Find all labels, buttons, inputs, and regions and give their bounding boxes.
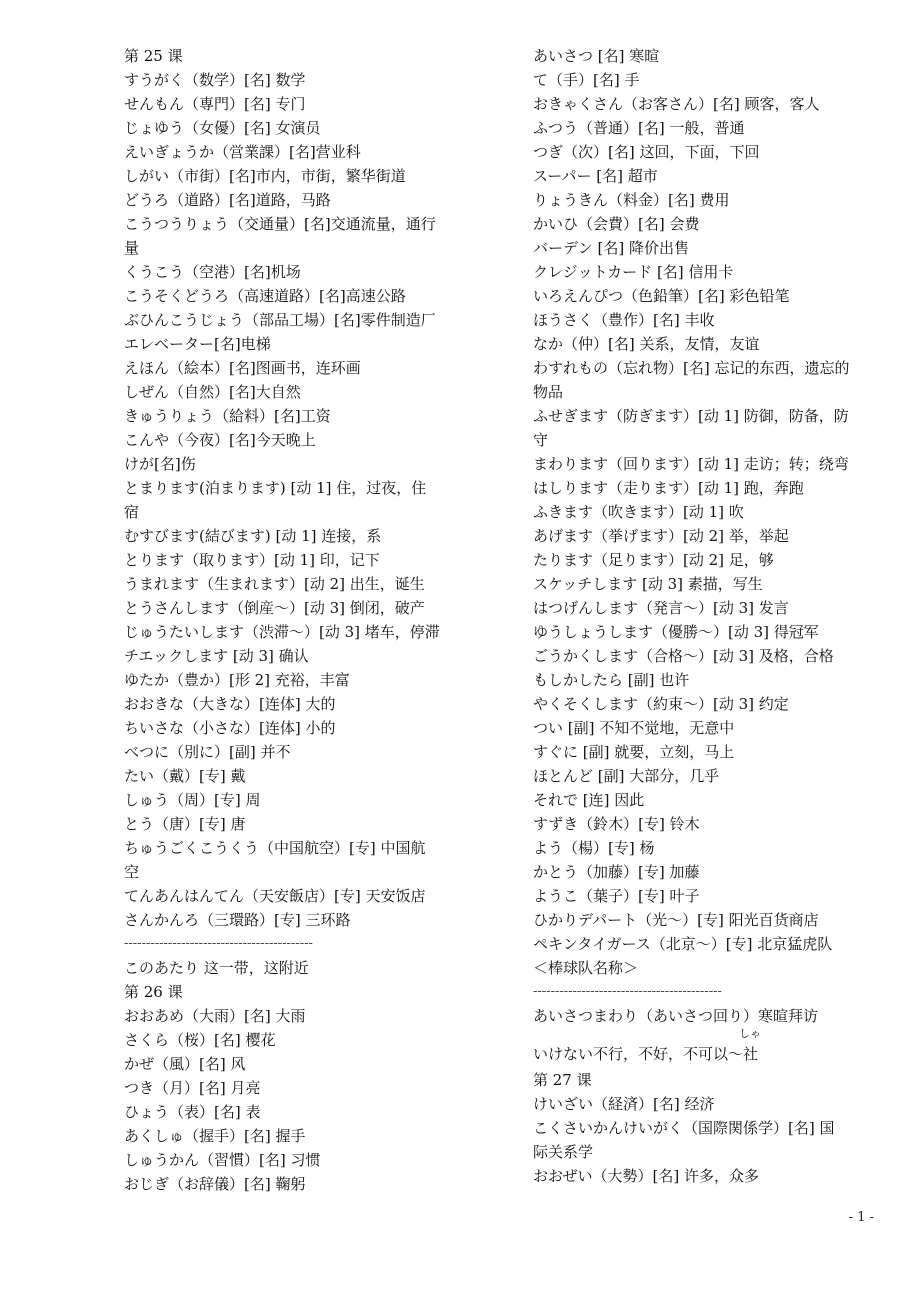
vocab-line: 物品 bbox=[533, 383, 564, 401]
right-tail-entries bbox=[533, 1068, 885, 1188]
vocab-line: バーデン [名] 降价出售 bbox=[533, 239, 689, 257]
vocab-line: おおあめ（大雨）[名] 大雨 bbox=[124, 1007, 306, 1025]
vocab-line: ほうさく（豊作）[名] 丰收 bbox=[533, 311, 715, 329]
vocab-line: りょうきん（料金）[名] 费用 bbox=[533, 191, 730, 209]
vocab-line: ちゅうごくこうくう（中国航空）[专] 中国航 bbox=[124, 839, 426, 857]
vocab-line: たります（足ります）[动 2] 足，够 bbox=[533, 551, 774, 569]
section-divider: ------------------------------------------- bbox=[533, 984, 722, 999]
vocab-line: このあたり 这一带，这附近 bbox=[124, 959, 309, 977]
vocab-line: 第 26 课 bbox=[124, 983, 183, 1001]
vocab-line: うまれます（生まれます）[动 2] 出生，诞生 bbox=[124, 575, 425, 593]
vocab-line: 第 27 课 bbox=[533, 1071, 592, 1089]
vocab-line: あくしゅ（握手）[名] 握手 bbox=[124, 1127, 306, 1145]
vocab-line: べつに（別に）[副] 并不 bbox=[124, 743, 291, 761]
vocab-line: とう（唐）[专] 唐 bbox=[124, 815, 246, 833]
vocab-line: ひょう（表）[名] 表 bbox=[124, 1103, 261, 1121]
vocab-line: かとう（加藤）[专] 加藤 bbox=[533, 863, 700, 881]
left-column bbox=[124, 44, 472, 1196]
vocab-line: むすびます(結びます) [动 1] 连接，系 bbox=[124, 527, 382, 545]
vocab-line: きゅうりょう（給料）[名]工资 bbox=[124, 407, 331, 425]
ruby-base: しゃ 社 bbox=[739, 1027, 762, 1063]
vocab-line: おきゃくさん（お客さん）[名] 顾客，客人 bbox=[533, 95, 820, 113]
vocab-line: すうがく（数学）[名] 数学 bbox=[124, 71, 306, 89]
section-divider: ------------------------------------------- bbox=[124, 936, 313, 951]
vocab-line: ようこ（葉子）[专] 叶子 bbox=[533, 887, 700, 905]
vocab-line: わすれもの（忘れ物）[名] 忘记的东西，遗忘的 bbox=[533, 359, 850, 377]
vocab-line: エレベーター[名]电梯 bbox=[124, 335, 271, 353]
vocab-line: すぐに [副] 就要，立刻，马上 bbox=[533, 743, 735, 761]
vocab-line: やくそくします（約束～）[动 3] 约定 bbox=[533, 695, 789, 713]
vocab-line: たい（戴）[专] 戴 bbox=[124, 767, 246, 785]
vocab-line: 守 bbox=[533, 431, 549, 449]
vocab-line: ふせぎます（防ぎます）[动 1] 防御，防备，防 bbox=[533, 407, 849, 425]
vocab-line: せんもん（専門）[名] 专门 bbox=[124, 95, 306, 113]
vocab-line: どうろ（道路）[名]道路，马路 bbox=[124, 191, 331, 209]
right-column bbox=[533, 44, 885, 1188]
page-number: - 1 - bbox=[848, 1210, 874, 1225]
vocab-line: スケッチします [动 3] 素描，写生 bbox=[533, 575, 763, 593]
ruby-entry bbox=[533, 1028, 885, 1068]
vocab-line: こんや（今夜）[名]今天晚上 bbox=[124, 431, 316, 449]
vocab-line: おじぎ（お辞儀）[名] 鞠躬 bbox=[124, 1175, 306, 1193]
vocab-line: クレジットカード [名] 信用卡 bbox=[533, 263, 734, 281]
vocab-line: ふつう（普通）[名] 一般，普通 bbox=[533, 119, 745, 137]
vocab-line: スーパー [名] 超市 bbox=[533, 167, 658, 185]
ruby-entry-text: いけない不行，不好，不可以～ bbox=[533, 1045, 744, 1063]
vocab-line: じゅうたいします（渋滞～）[动 3] 堵车，停滞 bbox=[124, 623, 440, 641]
vocab-line: て（手）[名] 手 bbox=[533, 71, 640, 89]
vocab-line: ごうかくします（合格～）[动 3] 及格，合格 bbox=[533, 647, 834, 665]
vocab-line: あいさつ [名] 寒暄 bbox=[533, 47, 660, 65]
vocab-line: けが[名]伤 bbox=[124, 455, 196, 473]
vocab-line: こうそくどうろ（高速道路）[名]高速公路 bbox=[124, 287, 406, 305]
vocab-line: なか（仲）[名] 关系，友情，友谊 bbox=[533, 335, 760, 353]
vocab-line: 量 bbox=[124, 239, 140, 257]
right-entries bbox=[533, 44, 885, 1028]
vocab-line: もしかしたら [副] 也许 bbox=[533, 671, 690, 689]
vocab-line: 空 bbox=[124, 863, 140, 881]
vocab-line: まわります（回ります）[动 1] 走访；转；绕弯 bbox=[533, 455, 849, 473]
vocab-line: つき（月）[名] 月亮 bbox=[124, 1079, 261, 1097]
vocab-line: ひかりデパート（光～）[专] 阳光百货商店 bbox=[533, 911, 819, 929]
vocab-line: さくら（桜）[名] 樱花 bbox=[124, 1031, 276, 1049]
vocab-line: とります（取ります）[动 1] 印，记下 bbox=[124, 551, 380, 569]
vocab-line: さんかんろ（三環路）[专] 三环路 bbox=[124, 911, 351, 929]
vocab-line: 宿 bbox=[124, 503, 140, 521]
vocab-line: つぎ（次）[名] 这回，下面，下回 bbox=[533, 143, 760, 161]
vocab-line: ほとんど [副] 大部分，几乎 bbox=[533, 767, 720, 785]
vocab-line: ちいさな（小さな）[连体] 小的 bbox=[124, 719, 336, 737]
vocab-line: いろえんぴつ（色鉛筆）[名] 彩色铅笔 bbox=[533, 287, 790, 305]
ruby-reading: しゃ bbox=[739, 1027, 762, 1040]
vocab-line: よう（楊）[专] 杨 bbox=[533, 839, 655, 857]
vocab-line: けいざい（経済）[名] 经济 bbox=[533, 1095, 715, 1113]
vocab-line: 际关系学 bbox=[533, 1143, 594, 1161]
vocab-line: ぶひんこうじょう（部品工場）[名]零件制造厂 bbox=[124, 311, 436, 329]
vocab-line: チエックします [动 3] 确认 bbox=[124, 647, 309, 665]
vocab-line: てんあんはんてん（天安飯店）[专] 天安饭店 bbox=[124, 887, 426, 905]
vocab-line: あげます（挙げます）[动 2] 举，举起 bbox=[533, 527, 789, 545]
vocab-line: かぜ（風）[名] 风 bbox=[124, 1055, 246, 1073]
vocab-line: とうさんします（倒産～）[动 3] 倒闭，破产 bbox=[124, 599, 425, 617]
vocab-line: とまります(泊まります) [动 1] 住，过夜，住 bbox=[124, 479, 427, 497]
vocab-line: こうつうりょう（交通量）[名]交通流量，通行 bbox=[124, 215, 436, 233]
vocab-line: ふきます（吹きます）[动 1] 吹 bbox=[533, 503, 744, 521]
vocab-line: はしります（走ります）[动 1] 跑，奔跑 bbox=[533, 479, 804, 497]
vocab-line: それで [连] 因此 bbox=[533, 791, 645, 809]
vocab-line: ゆうしょうします（優勝～）[动 3] 得冠军 bbox=[533, 623, 819, 641]
vocab-line: すずき（鈴木）[专] 铃木 bbox=[533, 815, 700, 833]
vocab-line: しぜん（自然）[名]大自然 bbox=[124, 383, 301, 401]
vocab-line: えいぎょうか（営業課）[名]营业科 bbox=[124, 143, 361, 161]
vocab-line: かいひ（会費）[名] 会费 bbox=[533, 215, 700, 233]
vocab-line: しがい（市街）[名]市内，市街，繁华街道 bbox=[124, 167, 406, 185]
vocab-line: こくさいかんけいがく（国際関係学）[名] 国 bbox=[533, 1119, 835, 1137]
vocab-line: じょゆう（女優）[名] 女演员 bbox=[124, 119, 321, 137]
vocab-line: ＜棒球队名称＞ bbox=[533, 959, 639, 977]
vocab-line: ゆたか（豊か）[形 2] 充裕，丰富 bbox=[124, 671, 350, 689]
vocab-line: おおきな（大きな）[连体] 大的 bbox=[124, 695, 336, 713]
vocab-line: 第 25 课 bbox=[124, 47, 183, 65]
vocab-line: おおぜい（大勢）[名] 许多，众多 bbox=[533, 1167, 760, 1185]
vocab-line: つい [副] 不知不觉地，无意中 bbox=[533, 719, 735, 737]
vocab-line: はつげんします（発言～）[动 3] 发言 bbox=[533, 599, 789, 617]
vocab-line: あいさつまわり（あいさつ回り）寒暄拜访 bbox=[533, 1007, 819, 1025]
vocab-line: しゅうかん（習慣）[名] 习惯 bbox=[124, 1151, 321, 1169]
vocab-line: えほん（絵本）[名]图画书，连环画 bbox=[124, 359, 361, 377]
vocab-line: くうこう（空港）[名]机场 bbox=[124, 263, 301, 281]
vocab-line: しゅう（周）[专] 周 bbox=[124, 791, 261, 809]
vocab-line: ペキンタイガース（北京～）[专] 北京猛虎队 bbox=[533, 935, 833, 953]
